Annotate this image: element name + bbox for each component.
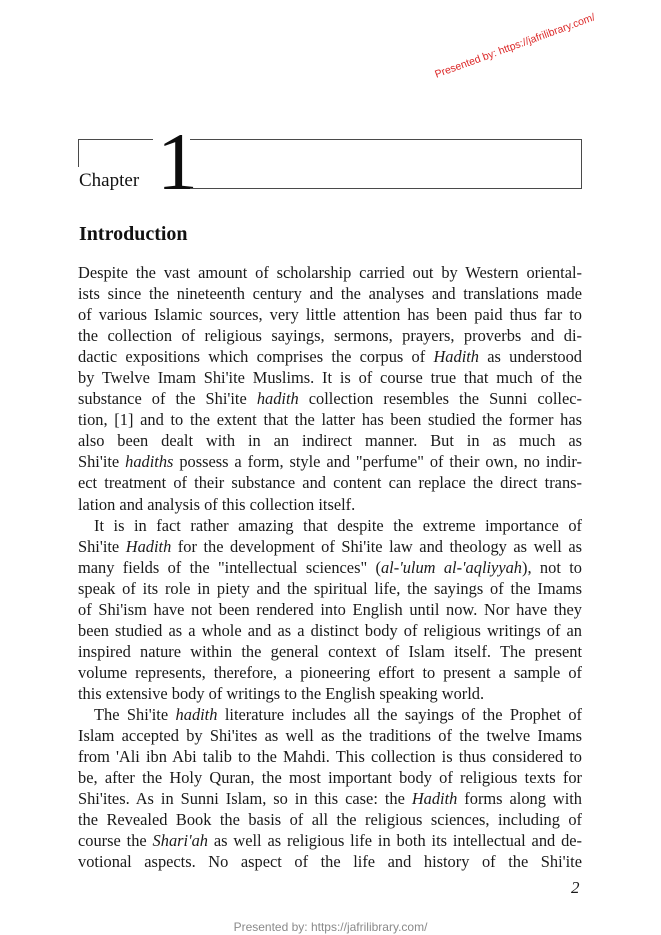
chapter-rule-side-left bbox=[78, 139, 79, 167]
text-run: lation and analysis of this collection itself. bbox=[78, 494, 356, 514]
body-text bbox=[78, 262, 582, 872]
text-run: substance of the Shi'ite bbox=[78, 389, 257, 409]
text-run: The Shi'ite bbox=[94, 704, 176, 724]
text-line bbox=[78, 788, 582, 809]
text-run: ists since the nineteenth century and the analyses and translations made bbox=[78, 284, 582, 304]
text-line bbox=[78, 557, 582, 578]
text-line bbox=[78, 725, 582, 746]
paragraph bbox=[78, 262, 582, 515]
text-line bbox=[78, 599, 582, 620]
text-line bbox=[78, 388, 582, 409]
text-line bbox=[78, 304, 582, 325]
italic-term: al-'ulum al-'aqliyyah bbox=[380, 557, 522, 577]
text-line bbox=[78, 409, 582, 430]
text-line bbox=[78, 704, 582, 725]
text-run: tion, [1] and to the extent that the latter has been studied the former has bbox=[78, 410, 582, 430]
text-line bbox=[78, 451, 582, 472]
text-line bbox=[78, 367, 582, 388]
text-line bbox=[78, 767, 582, 788]
text-run: be, after the Holy Quran, the most important body of religious texts for bbox=[78, 768, 582, 788]
italic-term: hadith bbox=[175, 704, 218, 724]
italic-term: hadiths bbox=[125, 452, 174, 472]
italic-term: Shari'ah bbox=[152, 831, 208, 851]
paragraph bbox=[78, 704, 582, 872]
text-run: course the bbox=[78, 831, 153, 851]
text-run: ect treatment of their substance and content can replace the direct trans- bbox=[78, 473, 582, 493]
italic-term: hadith bbox=[256, 389, 299, 409]
chapter-label: Chapter bbox=[79, 170, 140, 191]
italic-term: Hadith bbox=[433, 347, 479, 367]
text-run: of various Islamic sources, very little attention has been paid thus far to bbox=[78, 305, 582, 325]
text-line bbox=[78, 641, 582, 662]
text-run: Shi'ites. As in Sunni Islam, so in this case: the bbox=[78, 789, 412, 809]
text-run: from 'Ali ibn Abi talib to the Mahdi. This collection is thus considered to bbox=[78, 747, 582, 767]
text-run: of Shi'ism have not been rendered into English until now. Nor have they bbox=[78, 599, 582, 619]
text-line bbox=[78, 472, 582, 493]
text-run: been studied as a whole and as a distinct body of religious writings of an bbox=[78, 620, 582, 640]
text-line bbox=[78, 494, 582, 515]
text-run: Despite the vast amount of scholarship carried out by Western oriental- bbox=[78, 263, 582, 282]
text-run: as well as religious life in both its intellectual and de- bbox=[207, 831, 583, 851]
text-run: volume represents, therefore, a pioneering effort to present a sample of bbox=[78, 662, 582, 682]
text-line bbox=[78, 515, 582, 536]
text-run: the Revealed Book the basis of all the religious sciences, including of bbox=[78, 810, 582, 830]
text-line bbox=[78, 283, 582, 304]
text-line bbox=[78, 536, 582, 557]
text-run: It is in fact rather amazing that despite the extreme importance of bbox=[94, 515, 582, 535]
paragraph bbox=[78, 515, 582, 704]
text-run: dactic expositions which comprises the corpus of bbox=[78, 347, 434, 367]
text-run: as understood bbox=[479, 347, 582, 367]
text-line bbox=[78, 662, 582, 683]
text-line bbox=[78, 620, 582, 641]
text-line bbox=[78, 346, 582, 367]
text-line bbox=[78, 746, 582, 767]
text-run: Shi'ite bbox=[78, 536, 126, 556]
text-line bbox=[78, 578, 582, 599]
text-run: literature includes all the sayings of the Prophet of bbox=[217, 704, 582, 724]
italic-term: Hadith bbox=[125, 536, 172, 556]
text-run: inspired nature within the general context of Islam itself. The present bbox=[78, 641, 582, 661]
text-line bbox=[78, 262, 582, 283]
text-line bbox=[78, 851, 582, 872]
text-run: the collection of religious sayings, sermons, prayers, proverbs and di- bbox=[78, 326, 582, 346]
text-line bbox=[78, 325, 582, 346]
page-number: 2 bbox=[571, 878, 580, 897]
italic-term: Hadith bbox=[411, 789, 458, 809]
text-run: Shi'ite bbox=[78, 452, 126, 472]
text-run: collection resembles the Sunni collec- bbox=[298, 389, 582, 409]
text-run: for the development of Shi'ite law and theology as well as bbox=[171, 536, 582, 556]
text-run: Islam accepted by Shi'ites as well as the traditions of the twelve Imams bbox=[78, 726, 582, 746]
text-run: many fields of the "intellectual sciences" ( bbox=[78, 557, 381, 577]
text-run: forms along with bbox=[457, 789, 582, 809]
text-line bbox=[78, 809, 582, 830]
footer-credit: Presented by: https://jafrilibrary.com/ bbox=[233, 920, 428, 934]
text-run: ), not to bbox=[522, 557, 582, 577]
text-run: this extensive body of writings to the English speaking world. bbox=[78, 683, 485, 703]
chapter-number: 1 bbox=[157, 116, 198, 207]
text-run: by Twelve Imam Shi'ite Muslims. It is of course true that much of the bbox=[78, 368, 582, 388]
text-line bbox=[78, 430, 582, 451]
chapter-rule-top-left bbox=[78, 139, 153, 140]
text-run: possess a form, style and "perfume" of their own, no indir- bbox=[173, 452, 582, 472]
section-title: Introduction bbox=[79, 223, 188, 245]
watermark: Presented by: https://jafrilibrary.com/ bbox=[433, 11, 597, 81]
text-run: votional aspects. No aspect of the life and history of the Shi'ite bbox=[78, 852, 582, 872]
text-run: also been dealt with in an indirect manner. But in as much as bbox=[78, 431, 582, 451]
chapter-title-box bbox=[190, 139, 582, 189]
text-line bbox=[78, 683, 582, 704]
text-run: speak of its role in piety and the spiritual life, the sayings of the Imams bbox=[78, 578, 582, 598]
text-line bbox=[78, 830, 582, 851]
